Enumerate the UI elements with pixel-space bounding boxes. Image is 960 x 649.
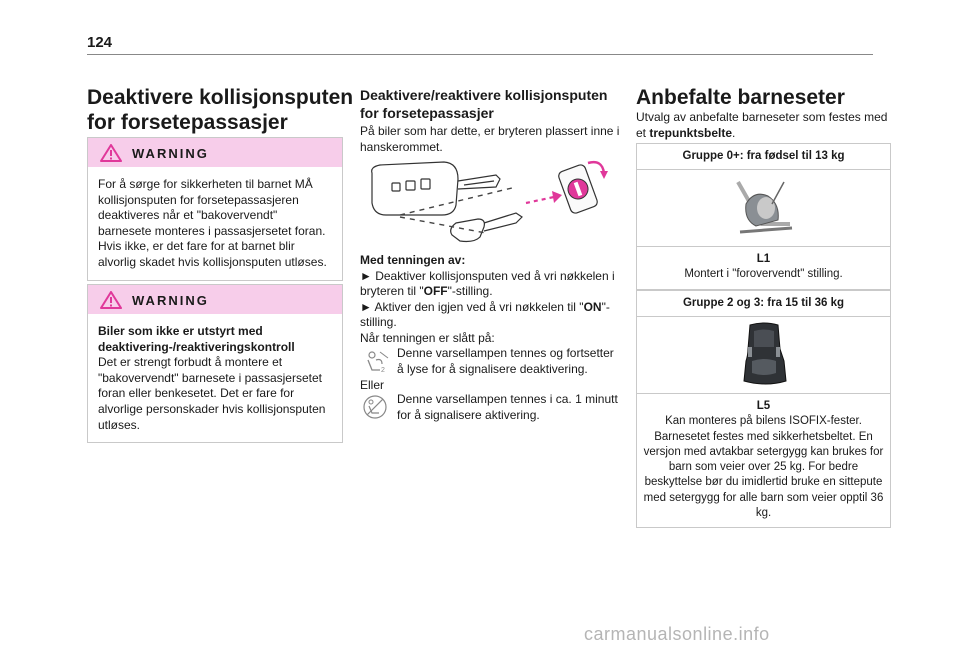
warning-body: Det er strengt forbudt å montere et "bakovervendt" barnesete i passasjersetet foran eller benkesetet. Det er fare for alvorlige personskader hvis kollisjonsputen utløses.	[98, 355, 326, 432]
warning-bold-line-1: Biler som ikke er utstyrt med	[98, 324, 263, 338]
instructions-block	[360, 253, 622, 347]
warning-header	[88, 285, 342, 314]
step-1-end: "-stilling.	[447, 284, 493, 299]
step-1-text: ► Deaktiver kollisjonsputen ved å vri nøkkelen i bryteren til "	[360, 268, 615, 299]
intro-bold: trepunktsbelte	[649, 125, 733, 140]
ignition-on-heading: Når tenningen er slått på:	[360, 330, 495, 345]
title-line-1: Deaktivere/reaktivere kollisjonsputen	[360, 87, 608, 103]
header-rule	[87, 54, 873, 55]
card-header: Gruppe 0+: fra fødsel til 13 kg	[637, 144, 890, 170]
off-label: OFF	[423, 284, 448, 299]
child-seat-card-l5	[636, 290, 891, 528]
ignition-off-heading: Med tenningen av:	[360, 253, 466, 267]
warning-text: For å sørge for sikkerheten til barnet MÅ kollisjonsputen for forsetepassasjeren deaktiveres når et "bakovervendt" barnesete monteres i passasjersetet foran. Hvis ikke, er det fare for at barnet blir alvorlig skadet hvis kollisjonsputen utløses.	[98, 177, 327, 269]
section-title-child-seats: Anbefalte barneseter	[636, 86, 845, 109]
warning-box-2	[87, 284, 343, 443]
or-text: Eller	[360, 378, 385, 392]
card-header: Gruppe 2 og 3: fra 15 til 36 kg	[637, 291, 890, 317]
warning-box-1	[87, 137, 343, 281]
warning-text	[88, 314, 342, 442]
airbag-off-lamp-icon	[364, 350, 390, 374]
warning-header	[88, 138, 342, 167]
intro-text: På biler som har dette, er bryteren plassert inne i hanskerommet.	[360, 124, 620, 154]
step-2-text: ► Aktiver den igjen ved å vri nøkkelen til "	[360, 299, 584, 314]
section-title-toggle	[360, 86, 622, 122]
card-image	[637, 170, 890, 247]
warning-label: WARNING	[132, 293, 209, 308]
watermark: carmanualsonline.info	[584, 624, 770, 644]
warning-label: WARNING	[132, 146, 209, 161]
title-line-2: for forsetepassasjer	[360, 105, 494, 121]
booster-seat-image	[736, 321, 792, 389]
child-seats-intro	[636, 110, 889, 141]
infant-seat-image	[732, 174, 796, 242]
seat-code: L5	[756, 400, 771, 412]
lamp-2-text: Denne varsellampen tennes i ca. 1 minutt for å signalisere aktivering.	[397, 392, 618, 422]
on-label: ON	[583, 299, 602, 314]
card-description	[637, 247, 890, 289]
child-seat-card-l1	[636, 143, 891, 290]
page-number: 124	[87, 34, 113, 51]
warning-triangle-icon	[100, 291, 122, 309]
lamp-1-text: Denne varsellampen tennes og fortsetter å lyse for å signalisere deaktivering.	[397, 346, 614, 376]
seat-code: L1	[756, 253, 771, 265]
section-title-deactivate	[87, 85, 353, 135]
warning-bold-line-2: deaktivering-/reaktiveringskontroll	[98, 339, 295, 354]
title-line-2: for forsetepassasjer	[87, 111, 288, 134]
airbag-on-lamp-icon	[362, 394, 388, 420]
intro-end: .	[732, 125, 736, 140]
svg-text:2: 2	[381, 367, 385, 374]
seat-text: Montert i "forovervendt" stilling.	[684, 268, 843, 281]
key-switch-illustration	[366, 157, 612, 245]
intro-text: Utvalg av anbefalte barneseter som festes med et	[636, 110, 888, 140]
step-2-end: "-stilling.	[360, 299, 610, 330]
title-line-1: Deaktivere kollisjonsputen	[87, 86, 354, 109]
seat-text: Kan monteres på bilens ISOFIX-fester. Barnesetet festes med sikkerhetsbeltet. En versjon med avtakbar setergygg kan brukes for barn som veier over 25 kg. For bedre beskyttelse bør du imidlertid bruke en sittepute med setergygg for alle barn som veier opptil 36 kg.	[643, 415, 884, 520]
card-image	[637, 317, 890, 394]
warning-triangle-icon	[100, 144, 122, 162]
card-description	[637, 394, 890, 527]
